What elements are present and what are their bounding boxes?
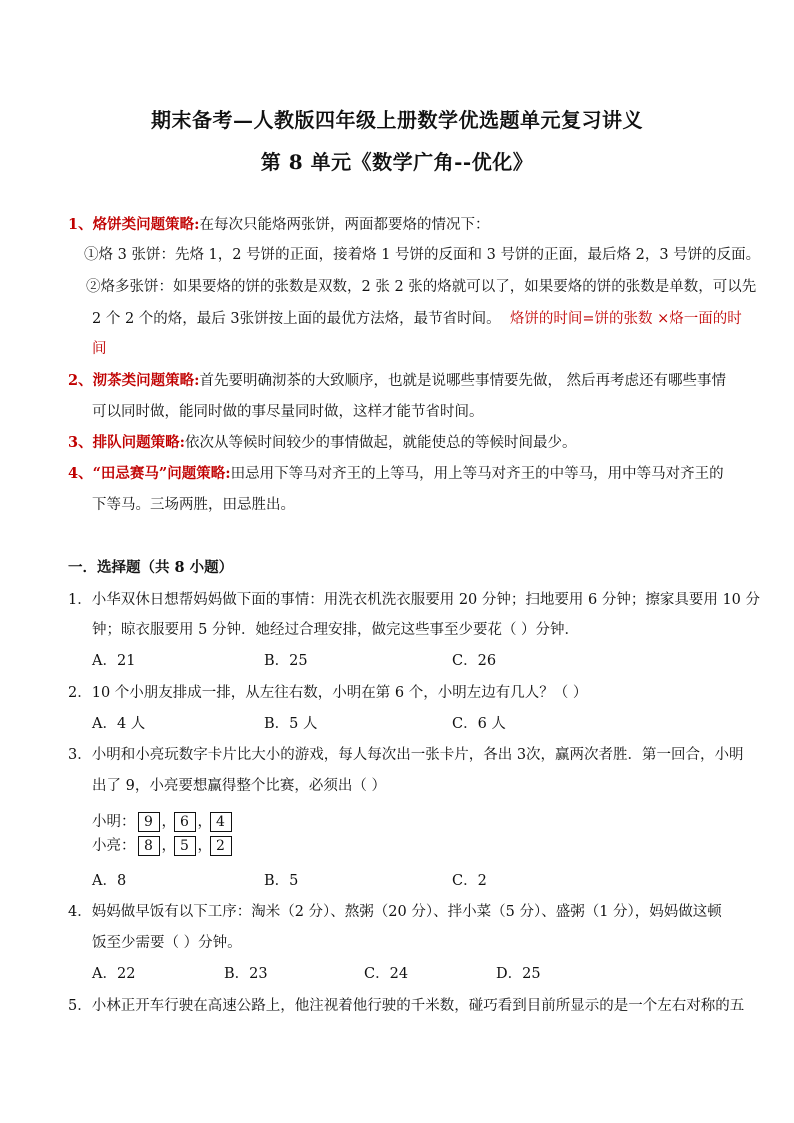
comma: ， — [161, 814, 176, 830]
strategy-4-line-2: 下等马。三场两胜，田忌胜出。 — [92, 497, 295, 513]
strategy-1-label: 1、烙饼类问题策略: — [68, 216, 200, 233]
comma: ， — [197, 838, 212, 854]
xiaoming-card-2: 6 — [174, 812, 196, 832]
xiaoliang-cards-row — [92, 836, 234, 856]
question-4-option-c[interactable]: C．24 — [364, 966, 409, 982]
document-title: 期末备考—人教版四年级上册数学优选题单元复习讲义 — [151, 108, 643, 132]
strategy-1 — [68, 215, 489, 235]
strategy-1-line-2: ①烙 3 张饼：先烙 1，2 号饼的正面，接着烙 1 号饼的反面和 3 号饼的正面，最后烙 2，3 号饼的反面。 — [84, 247, 761, 263]
strategy-3 — [68, 433, 576, 453]
xiaoliang-card-1: 8 — [138, 836, 160, 856]
question-3-option-a[interactable]: A．8 — [92, 873, 127, 889]
question-4-line-1: 4．妈妈做早饭有以下工序：淘米（2 分）、熬粥（20 分）、拌小菜（5 分）、盛粥（1 分），妈妈做这顿 — [68, 904, 722, 920]
xiaoming-cards-row — [92, 812, 234, 832]
section-heading: 一．选择题（共 8 小题） — [68, 559, 234, 576]
comma: ， — [161, 838, 176, 854]
pancake-formula: 烙饼的时间=饼的张数 ×烙一面的时 — [509, 311, 742, 327]
strategy-4-label: 4、“田忌赛马”问题策略: — [68, 465, 231, 482]
xiaoliang-card-2: 5 — [174, 836, 196, 856]
pancake-formula-continued: 间 — [92, 341, 107, 357]
question-1-option-b[interactable]: B．25 — [264, 653, 308, 669]
question-4-line-2: 饭至少需要（ ）分钟。 — [92, 935, 242, 951]
strategy-2-label: 2、沏茶类问题策略: — [68, 372, 200, 389]
xiaoliang-label: 小亮： — [92, 838, 136, 854]
question-2-option-c[interactable]: C．6 人 — [452, 716, 506, 732]
strategy-3-label: 3、排队问题策略: — [68, 434, 185, 451]
strategy-1-text: 在每次只能烙两张饼，两面都要烙的情况下： — [199, 217, 490, 233]
xiaoming-label: 小明： — [92, 814, 136, 830]
unit-title: 第 8 单元《数学广角--优化》 — [260, 150, 534, 174]
comma: ， — [197, 814, 212, 830]
question-3-line-1: 3．小明和小亮玩数字卡片比大小的游戏，每人每次出一张卡片，各出 3次，赢两次者胜．第一回合，小明 — [68, 747, 744, 763]
strategy-3-text: 依次从等候时间较少的事情做起，就能使总的等候时间最少。 — [184, 435, 577, 451]
strategy-2-line-2: 可以同时做，能同时做的事尽量同时做，这样才能节省时间。 — [92, 404, 484, 420]
xiaoming-card-3: 4 — [210, 812, 232, 832]
question-4-option-b[interactable]: B．23 — [224, 966, 268, 982]
question-2-option-b[interactable]: B．5 人 — [264, 716, 318, 732]
strategy-2-text: 首先要明确沏茶的大致顺序，也就是说哪些事情要先做， 然后再考虑还有哪些事情 — [199, 373, 727, 389]
question-1-line-1: 1．小华双休日想帮妈妈做下面的事情：用洗衣机洗衣服要用 20 分钟；扫地要用 6 分钟；擦家具要用 10 分 — [68, 592, 761, 608]
question-2-option-a[interactable]: A．4 人 — [92, 716, 146, 732]
xiaoliang-card-3: 2 — [210, 836, 232, 856]
strategy-2 — [68, 371, 726, 391]
question-2-line-1: 2．10 个小朋友排成一排，从左往右数，小明在第 6 个，小明左边有几人？（ ） — [68, 685, 588, 701]
question-1-option-a[interactable]: A．21 — [92, 653, 136, 669]
question-1-option-c[interactable]: C．26 — [452, 653, 497, 669]
strategy-4-text: 田忌用下等马对齐王的上等马，用上等马对齐王的中等马，用中等马对齐王的 — [230, 466, 724, 482]
xiaoming-card-1: 9 — [138, 812, 160, 832]
question-3-line-2: 出了 9，小亮要想赢得整个比赛，必须出（ ） — [92, 778, 386, 794]
question-3-option-b[interactable]: B．5 — [264, 873, 299, 889]
question-3-option-c[interactable]: C．2 — [452, 873, 487, 889]
question-4-option-d[interactable]: D．25 — [496, 966, 541, 982]
strategy-1-line-3: ②烙多张饼：如果要烙的饼的张数是双数，2 张 2 张的烙就可以了，如果要烙的饼的张数是单数，可以先 — [86, 279, 757, 295]
strategy-1-line-4-text: 2 个 2 个的烙，最后 3张饼按上面的最优方法烙，最节省时间。 — [92, 311, 501, 327]
strategy-1-line-4 — [92, 309, 742, 329]
question-4-option-a[interactable]: A．22 — [92, 966, 136, 982]
question-1-line-2: 钟；晾衣服要用 5 分钟．她经过合理安排，做完这些事至少要花（ ）分钟． — [92, 622, 580, 638]
strategy-4 — [68, 464, 724, 484]
question-5-line-1: 5．小林正开车行驶在高速公路上，他注视着他行驶的千米数，碰巧看到目前所显示的是一个左右对称的五 — [68, 998, 745, 1014]
